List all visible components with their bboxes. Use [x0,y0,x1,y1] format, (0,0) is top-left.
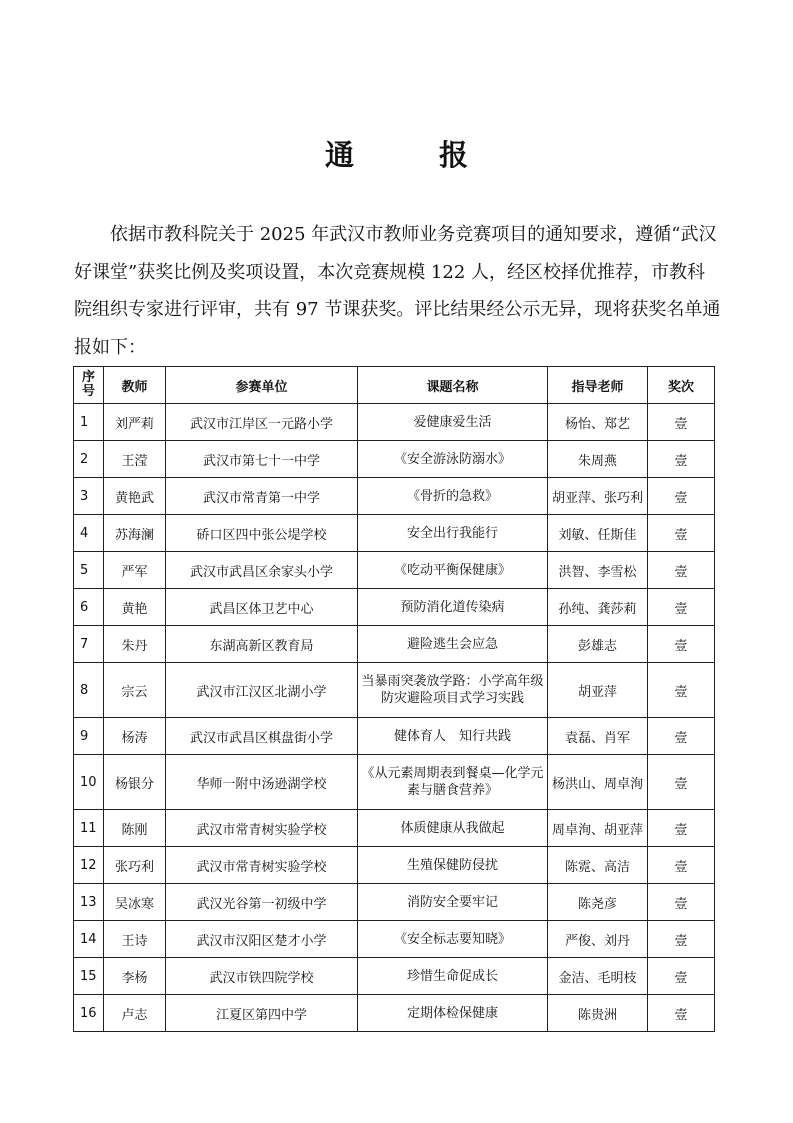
cell-award: 壹 [648,995,715,1032]
cell-advisor: 胡亚萍 [548,663,648,718]
page-title: 通 报 [324,138,496,172]
cell-unit: 江夏区第四中学 [166,995,358,1032]
cell-no: 16 [74,995,104,1032]
cell-no: 15 [74,958,104,995]
cell-unit: 硚口区四中张公堤学校 [166,515,358,552]
cell-teacher: 宗云 [104,663,166,718]
cell-award: 壹 [648,847,715,884]
cell-no: 12 [74,847,104,884]
cell-advisor: 朱周燕 [548,441,648,478]
cell-teacher: 杨涛 [104,718,166,755]
cell-course: 消防安全要牢记 [358,884,548,921]
table-row [74,441,715,478]
cell-teacher: 王滢 [104,441,166,478]
cell-no: 6 [74,589,104,626]
cell-advisor: 孙纯、龚莎莉 [548,589,648,626]
cell-no: 7 [74,626,104,663]
cell-unit: 武汉市常青树实验学校 [166,810,358,847]
cell-award: 壹 [648,626,715,663]
cell-course: 当暴雨突袭放学路：小学高年级防灾避险项目式学习实践 [358,663,548,718]
header-no: 序 号 [74,367,104,404]
cell-award: 壹 [648,755,715,810]
table-row [74,810,715,847]
cell-advisor: 袁磊、肖军 [548,718,648,755]
cell-award: 壹 [648,552,715,589]
cell-advisor: 彭雄志 [548,626,648,663]
cell-unit: 武昌区体卫艺中心 [166,589,358,626]
cell-advisor: 胡亚萍、张巧利 [548,478,648,515]
cell-advisor: 杨洪山、周卓洵 [548,755,648,810]
cell-course: 体质健康从我做起 [358,810,548,847]
cell-teacher: 张巧利 [104,847,166,884]
cell-course: 《安全标志要知晓》 [358,921,548,958]
cell-award: 壹 [648,921,715,958]
cell-advisor: 刘敏、任斯佳 [548,515,648,552]
cell-award: 壹 [648,441,715,478]
cell-advisor: 洪智、李雪松 [548,552,648,589]
header-award: 奖次 [648,367,715,404]
table-row [74,995,715,1032]
cell-no: 11 [74,810,104,847]
cell-teacher: 杨银分 [104,755,166,810]
cell-no: 13 [74,884,104,921]
cell-course: 安全出行我能行 [358,515,548,552]
cell-teacher: 吴冰寒 [104,884,166,921]
cell-no: 9 [74,718,104,755]
cell-teacher: 卢志 [104,995,166,1032]
cell-unit: 武汉市武昌区余家头小学 [166,552,358,589]
cell-advisor: 严俊、刘丹 [548,921,648,958]
cell-award: 壹 [648,718,715,755]
cell-course: 爱健康爱生活 [358,404,548,441]
cell-unit: 东湖高新区教育局 [166,626,358,663]
cell-no: 1 [74,404,104,441]
intro-text: 依据市教科院关于 2025 年武汉市教师业务竞赛项目的通知要求，遵循“武汉好课堂”获奖比例及奖项设置，本次竞赛规模 122 人，经区校择优推荐，市教科院组织专家进行评审，共有 97 节课获奖。评比结果经公示无异，现将获奖名单通报如下： [74,224,721,358]
cell-course: 《从元素周期表到餐桌—化学元素与膳食营养》 [358,755,548,810]
cell-no: 5 [74,552,104,589]
header-teacher: 教师 [104,367,166,404]
cell-unit: 武汉市第七十一中学 [166,441,358,478]
cell-course: 避险逃生会应急 [358,626,548,663]
cell-teacher: 黄艳武 [104,478,166,515]
cell-advisor: 杨怡、郑艺 [548,404,648,441]
cell-teacher: 苏海澜 [104,515,166,552]
header-course: 课题名称 [358,367,548,404]
cell-award: 壹 [648,884,715,921]
intro-paragraph [74,216,722,366]
cell-unit: 武汉市江岸区一元路小学 [166,404,358,441]
cell-advisor: 陈贵洲 [548,995,648,1032]
header-advisor: 指导老师 [548,367,648,404]
cell-unit: 武汉市汉阳区楚才小学 [166,921,358,958]
table-row [74,921,715,958]
cell-teacher: 黄艳 [104,589,166,626]
table-row [74,847,715,884]
table-row [74,515,715,552]
cell-unit: 武汉市常青树实验学校 [166,847,358,884]
cell-advisor: 陈霓、高洁 [548,847,648,884]
cell-award: 壹 [648,589,715,626]
cell-award: 壹 [648,663,715,718]
cell-course: 预防消化道传染病 [358,589,548,626]
table-row [74,663,715,718]
header-unit: 参赛单位 [166,367,358,404]
cell-award: 壹 [648,404,715,441]
cell-advisor: 陈尧彦 [548,884,648,921]
table-row [74,884,715,921]
cell-no: 4 [74,515,104,552]
cell-no: 2 [74,441,104,478]
cell-unit: 武汉光谷第一初级中学 [166,884,358,921]
cell-course: 《骨折的急救》 [358,478,548,515]
cell-award: 壹 [648,810,715,847]
cell-award: 壹 [648,478,715,515]
cell-course: 《安全游泳防溺水》 [358,441,548,478]
cell-unit: 武汉市江汉区北湖小学 [166,663,358,718]
cell-unit: 武汉市铁四院学校 [166,958,358,995]
cell-course: 定期体检保健康 [358,995,548,1032]
table-header-row [74,367,715,404]
table-row [74,755,715,810]
cell-teacher: 刘严莉 [104,404,166,441]
cell-teacher: 严军 [104,552,166,589]
cell-teacher: 李杨 [104,958,166,995]
cell-unit: 华师一附中汤逊湖学校 [166,755,358,810]
cell-advisor: 周卓洵、胡亚萍 [548,810,648,847]
cell-course: 生殖保健防侵扰 [358,847,548,884]
cell-course: 健体育人 知行共践 [358,718,548,755]
table-row [74,626,715,663]
cell-teacher: 陈刚 [104,810,166,847]
cell-award: 壹 [648,515,715,552]
table-row [74,404,715,441]
award-table [73,366,715,1032]
cell-no: 3 [74,478,104,515]
cell-advisor: 金洁、毛明枝 [548,958,648,995]
cell-teacher: 王诗 [104,921,166,958]
cell-unit: 武汉市武昌区棋盘街小学 [166,718,358,755]
cell-unit: 武汉市常青第一中学 [166,478,358,515]
cell-course: 珍惜生命促成长 [358,958,548,995]
cell-course: 《吃动平衡保健康》 [358,552,548,589]
table-row [74,958,715,995]
cell-no: 8 [74,663,104,718]
cell-no: 14 [74,921,104,958]
cell-no: 10 [74,755,104,810]
table-row [74,718,715,755]
table-row [74,552,715,589]
table-row [74,478,715,515]
table-body [74,404,715,1032]
cell-teacher: 朱丹 [104,626,166,663]
table-row [74,589,715,626]
cell-award: 壹 [648,958,715,995]
